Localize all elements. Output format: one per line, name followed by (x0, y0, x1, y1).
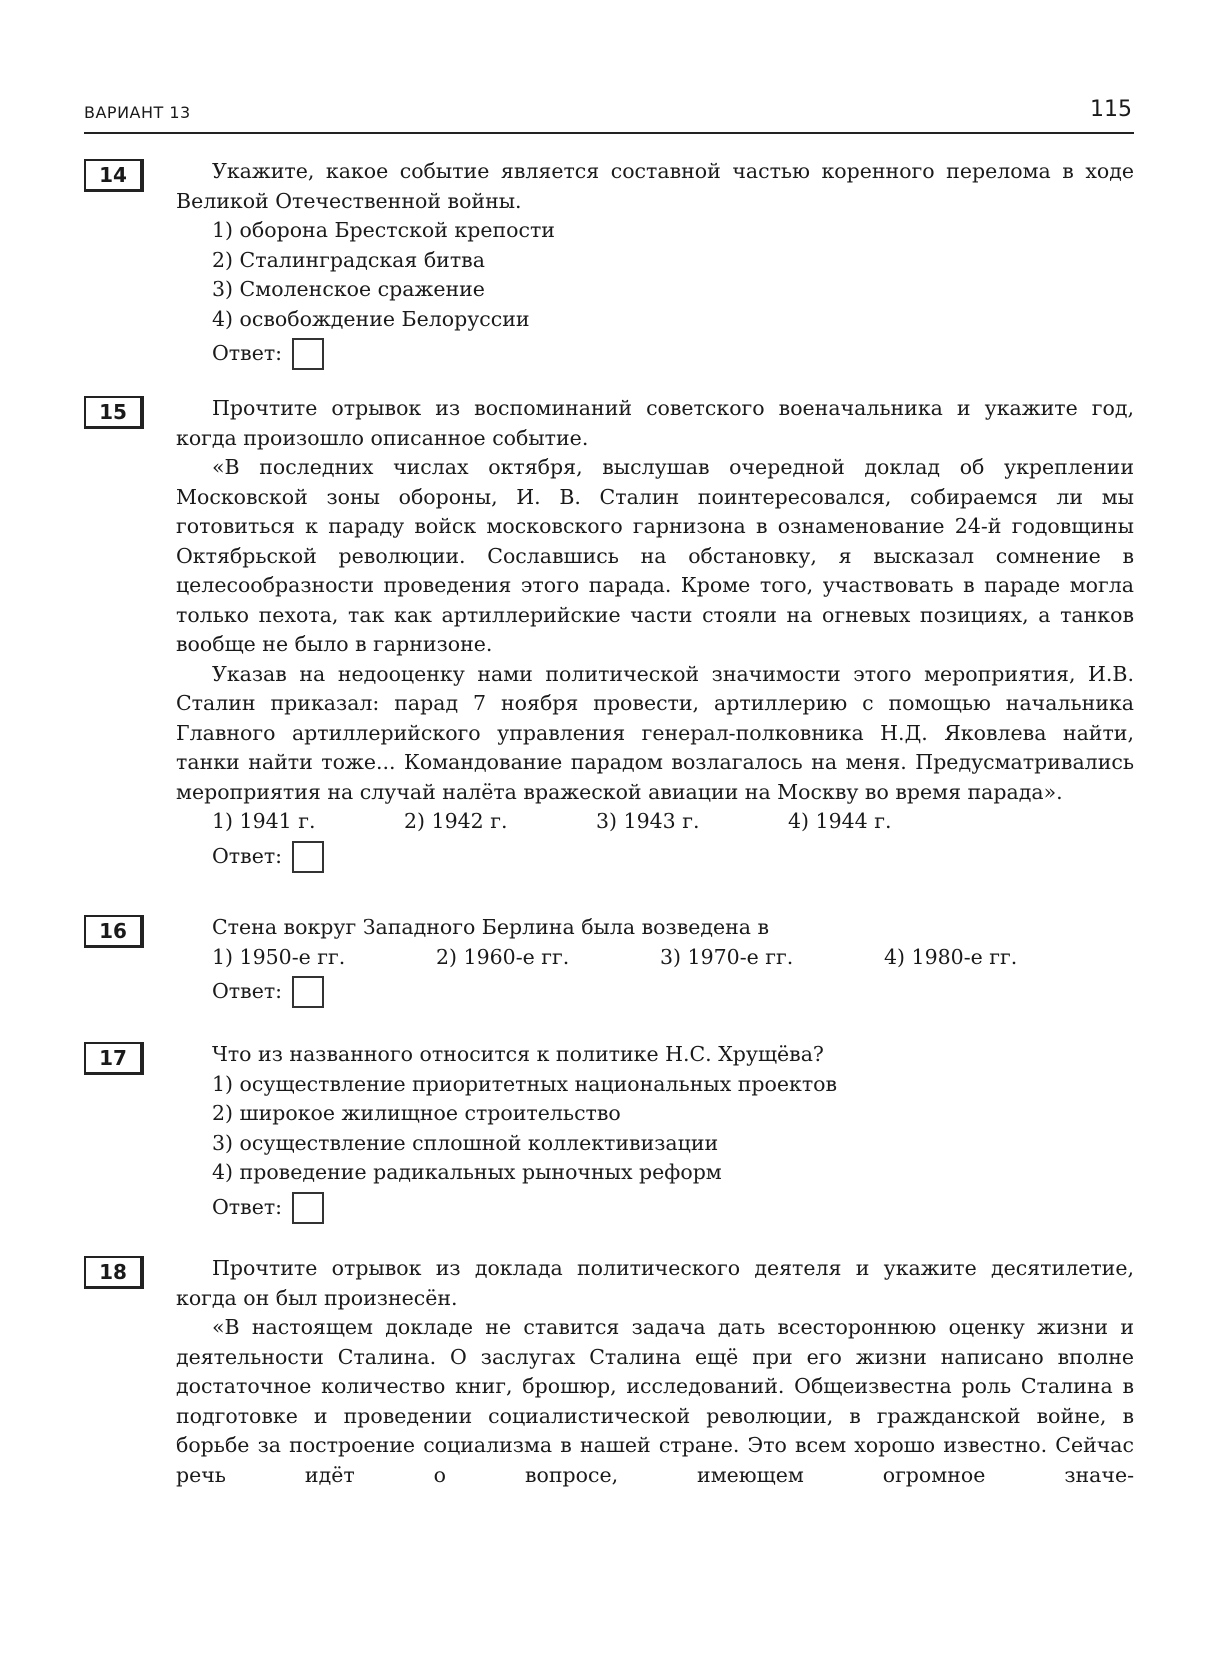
page-header (84, 92, 1134, 134)
answer-box[interactable] (292, 976, 324, 1008)
task-body (176, 157, 1134, 372)
option: 2) широкое жилищное строительство (212, 1101, 621, 1125)
answer-box[interactable] (292, 338, 324, 370)
options-row (176, 943, 1134, 973)
answer-row (176, 839, 1134, 875)
question-text: Прочтите отрывок из доклада политического деятеля и укажите десятилетие, когда он был произнесён. (176, 1256, 1134, 1310)
task-number: 16 (84, 915, 144, 948)
option: 1) оборона Брестской крепости (212, 218, 555, 242)
option: 2) 1960-е гг. (436, 944, 570, 969)
answer-label: Ответ: (212, 979, 283, 1004)
task-number: 14 (84, 159, 144, 192)
option: 1) 1950-е гг. (212, 944, 346, 969)
page-number: 115 (1090, 97, 1132, 122)
question-text: Укажите, какое событие является составной частью коренного перелома в ходе Великой Отечественной войны. (176, 159, 1134, 213)
option: 4) 1944 г. (788, 809, 892, 833)
option: 2) 1942 г. (404, 809, 508, 833)
answer-box[interactable] (292, 1192, 324, 1224)
quote-paragraph: «В настоящем докладе не ставится задача дать всестороннюю оценку жизни и деятельности Сталина. О заслугах Сталина ещё при его жизни написано вполне достаточное количество книг, брошюр, исследований. Общеизвестна роль Сталина в подготовке и проведении социалистической революции, в гражданской войне, в борьбе за построение социализма в нашей стране. Это всем хорошо известно. Сейчас речь идёт о вопросе, имеющем огромное значе- (176, 1315, 1134, 1487)
task-body (176, 1254, 1134, 1490)
quote-paragraph: «В последних числах октября, выслушав очередной доклад об укреплении Московской зоны обороны, И. В. Сталин поинтересовался, собираемся ли мы готовиться к параду войск московского гарнизона в ознаменование 24-й годовщины Октябрьской революции. Сославшись на обстановку, я высказал сомнение в целесообразности проведения этого парада. Кроме того, участвовать в параде могла только пехота, так как артиллерийские части стояли на огневых позициях, а танков вообще не было в гарнизоне. (176, 455, 1134, 656)
answer-label: Ответ: (212, 1194, 283, 1219)
option: 3) осуществление сплошной коллективизации (212, 1130, 719, 1155)
answer-row (176, 336, 1134, 372)
option: 4) 1980-е гг. (884, 944, 1018, 969)
option: 3) 1970-е гг. (660, 944, 794, 969)
variant-label: ВАРИАНТ 13 (84, 103, 191, 122)
options-row (176, 807, 1134, 837)
option: 2) Сталинградская битва (212, 247, 485, 272)
answer-box[interactable] (292, 841, 324, 873)
option: 3) 1943 г. (596, 809, 700, 833)
question-text: Что из названного относится к политике Н.С. Хрущёва? (212, 1042, 824, 1066)
task-number: 18 (84, 1256, 144, 1289)
task-number: 17 (84, 1042, 144, 1075)
option: 1) осуществление приоритетных национальных проектов (212, 1071, 838, 1096)
option: 1) 1941 г. (212, 809, 316, 833)
task-body (176, 913, 1134, 1010)
task-body (176, 394, 1134, 875)
option: 4) освобождение Белоруссии (212, 306, 530, 331)
question-text: Стена вокруг Западного Берлина была возведена в (212, 915, 770, 939)
task-number: 15 (84, 396, 144, 429)
task-body (176, 1040, 1134, 1226)
answer-row (176, 974, 1134, 1010)
quote-paragraph: Указав на недооценку нами политической значимости этого мероприятия, И.В. Сталин приказал: парад 7 ноября провести, артиллерию с помощью начальника Главного артиллерийского управления генерал-полковника Н.Д. Яковлева найти, танки найти тоже... Командование парадом возлагалось на меня. Предусматривались мероприятия на случай налёта вражеской авиации на Москву во время парада». (176, 661, 1134, 804)
answer-row (176, 1190, 1134, 1226)
answer-label: Ответ: (212, 843, 283, 868)
option: 4) проведение радикальных рыночных реформ (212, 1160, 722, 1184)
option: 3) Смоленское сражение (212, 277, 485, 301)
answer-label: Ответ: (212, 341, 283, 366)
question-text: Прочтите отрывок из воспоминаний советского военачальника и укажите год, когда произошло описанное событие. (176, 396, 1134, 450)
